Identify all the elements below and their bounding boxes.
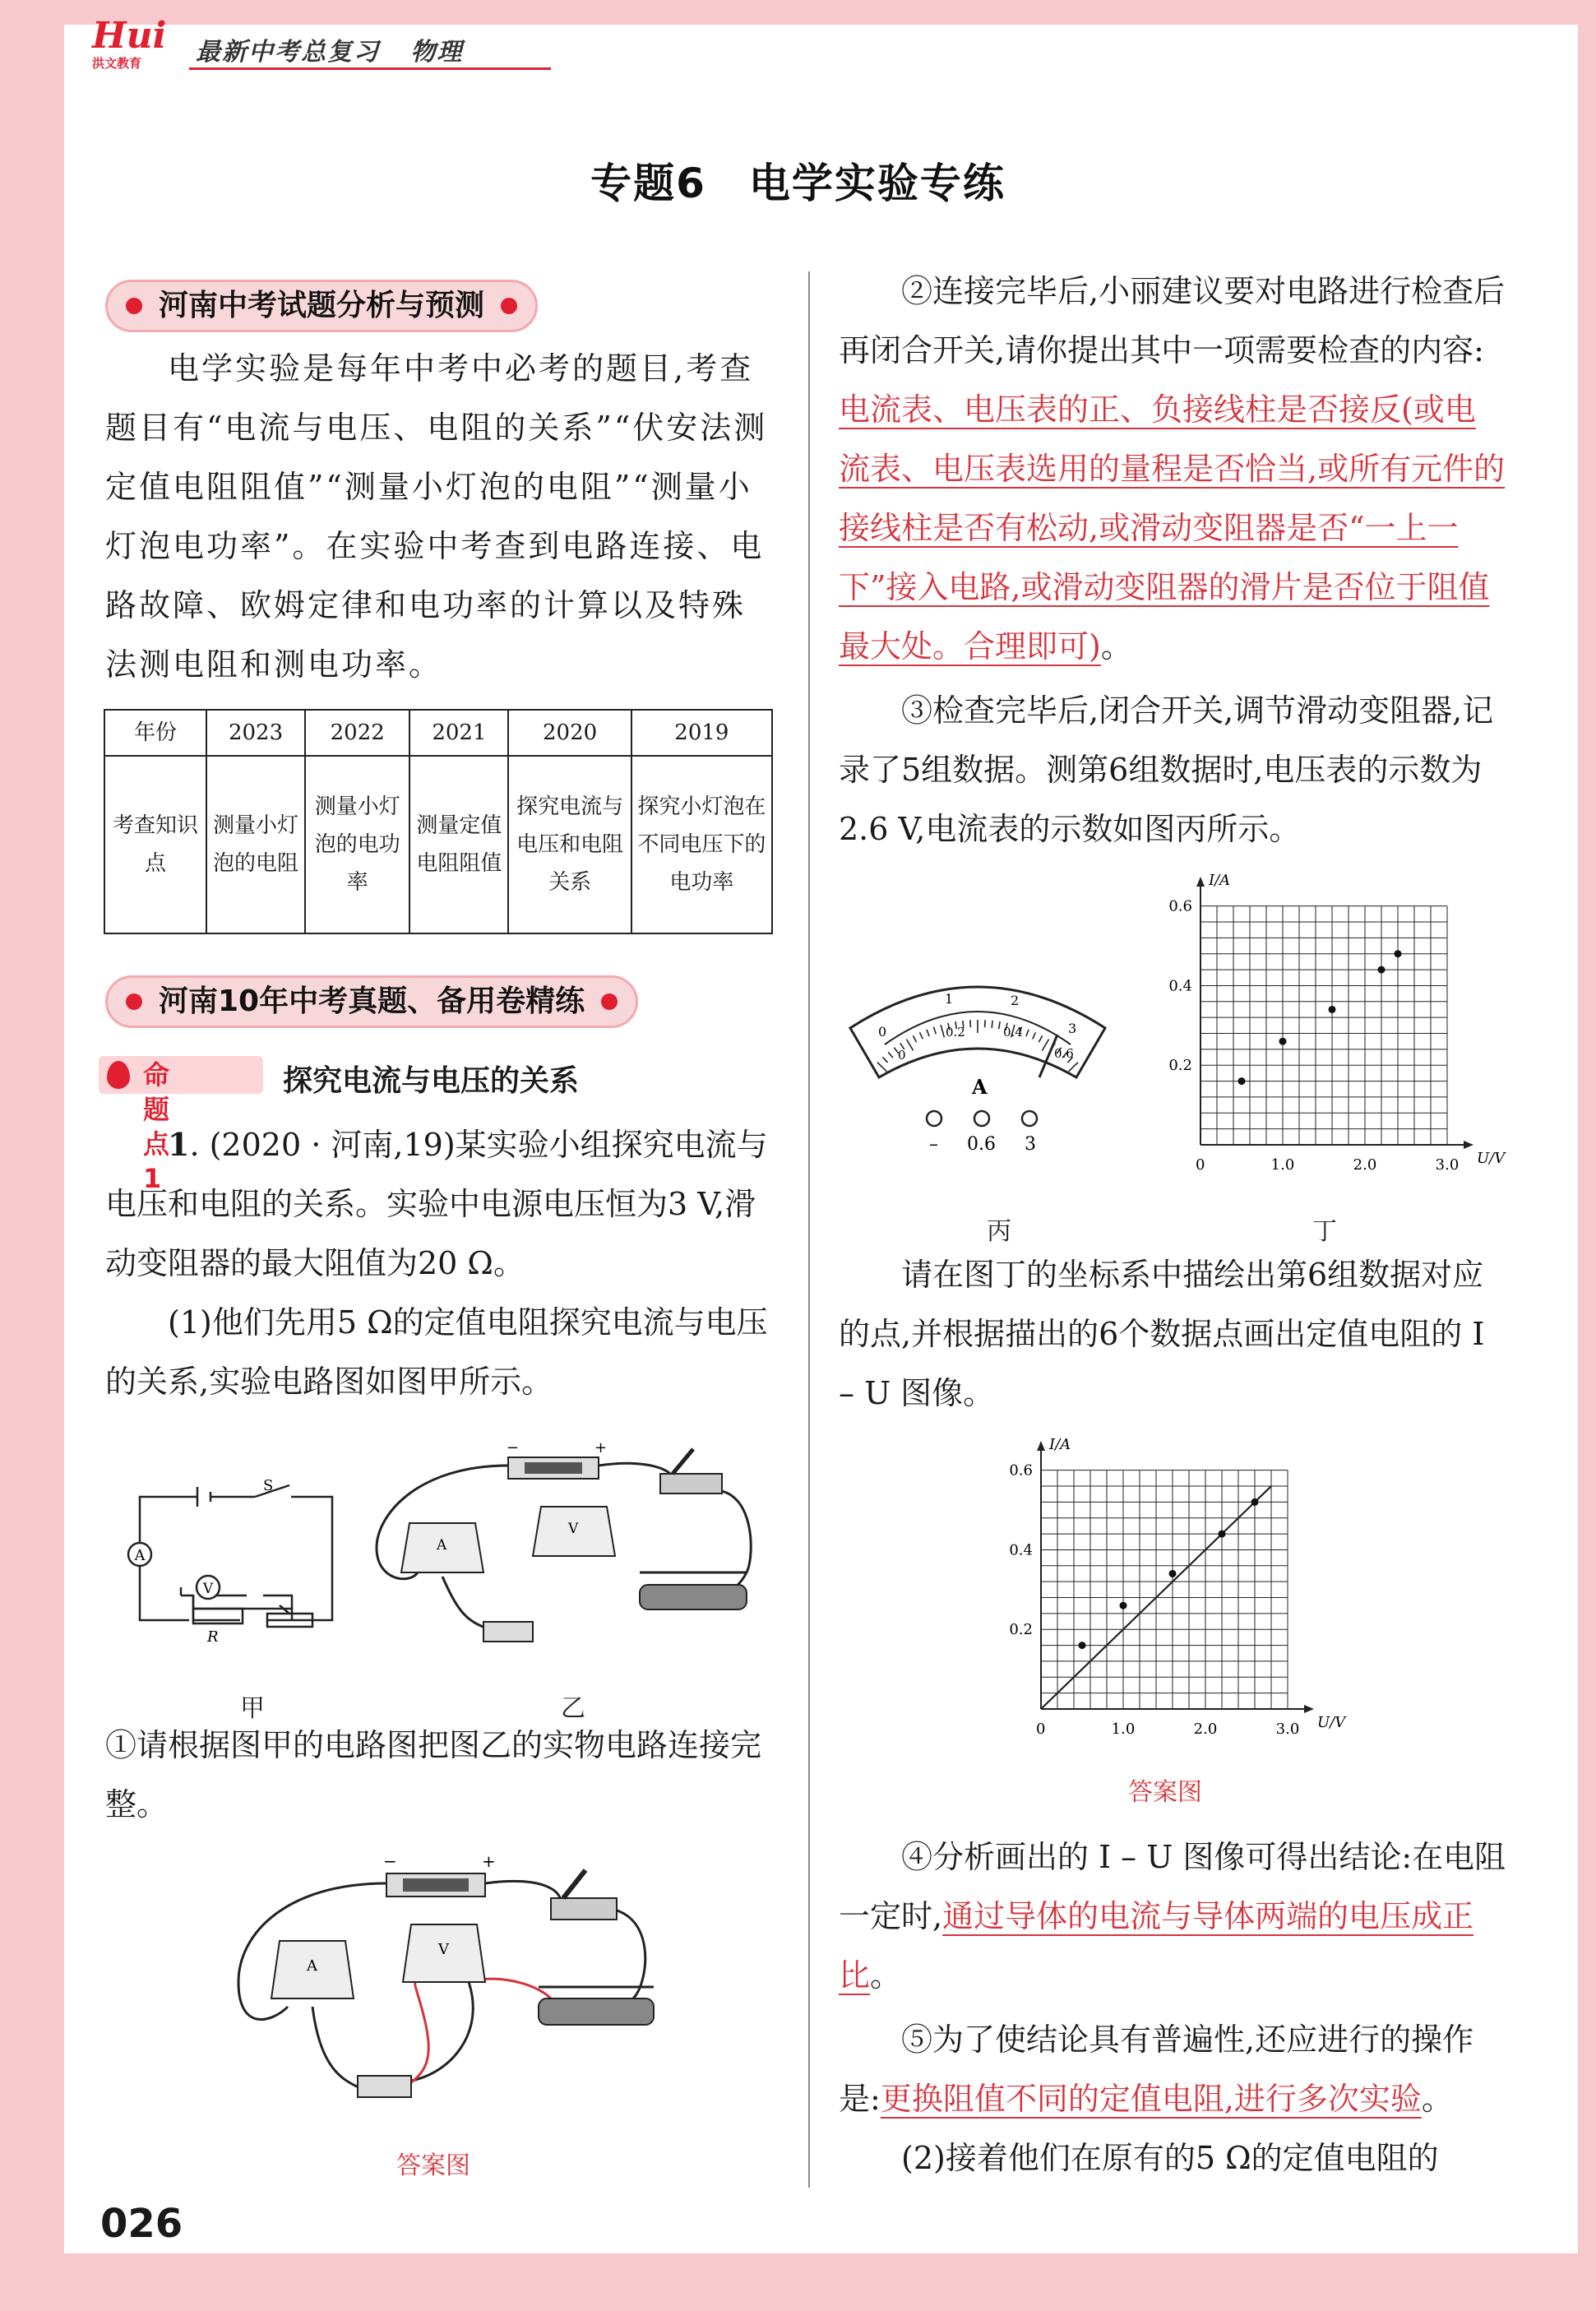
answer-graph-caption: 答案图 bbox=[1128, 1778, 1202, 1807]
data-point bbox=[1395, 950, 1402, 957]
step3b-text: 请在图丁的坐标系中描绘出第6组数据对应的点,并根据描出的6个数据点画出定值电阻的 I – U 图像。 bbox=[839, 1257, 1485, 1411]
data-point bbox=[1169, 1570, 1177, 1577]
y-tick-label: 0.4 bbox=[1168, 977, 1192, 995]
section-pill-practice bbox=[105, 975, 638, 1028]
intro-paragraph: 电学实验是每年中考中必考的题目,考查题目有“电流与电压、电阻的关系”“伏安法测定值电阻阻值”“测量小灯泡的电阻”“测量小灯泡电功率”。在实验中考查到电路连接、电路故障、欧姆定律和电功率的计算以及特殊法测电阻和测电功率。 bbox=[105, 350, 768, 683]
data-point bbox=[1120, 1602, 1127, 1609]
page-frame-right bbox=[1578, 0, 1596, 2311]
page-frame-bottom bbox=[0, 2253, 1596, 2311]
figure-caption-yi: 乙 bbox=[561, 1694, 585, 1723]
resistor-device bbox=[483, 1622, 533, 1642]
figure-caption-bing: 丙 bbox=[987, 1217, 1011, 1246]
dial-scale-top: 2 bbox=[1011, 993, 1020, 1008]
table-cell: 测量定值电阻阻值 bbox=[409, 756, 508, 933]
terminal-icon bbox=[927, 1111, 941, 1126]
pill-dot-icon bbox=[126, 298, 142, 314]
x-tick-label: 2.0 bbox=[1353, 1156, 1377, 1174]
chart-grid bbox=[1200, 906, 1447, 1145]
terminal-label: 3 bbox=[1025, 1134, 1036, 1155]
dial-scale-bottom: 0.4 bbox=[1003, 1025, 1023, 1040]
part1-text: (1)他们先用5 Ω的定值电阻探究电流与电压的关系,实验电路图如图甲所示。 bbox=[105, 1304, 768, 1400]
table-header-cell: 2021 bbox=[409, 710, 508, 756]
x-tick-label: 1.0 bbox=[1111, 1721, 1136, 1738]
data-point bbox=[1079, 1642, 1086, 1649]
step2-text bbox=[839, 262, 1506, 676]
answer-circuit-figure bbox=[222, 1842, 691, 2138]
y-axis-label: I/A bbox=[1049, 1436, 1071, 1453]
x-tick-label: 2.0 bbox=[1193, 1721, 1218, 1738]
dial-scale-top: 1 bbox=[945, 991, 954, 1007]
resistor-symbol-label: R bbox=[207, 1628, 219, 1646]
x-axis-label: U/V bbox=[1317, 1714, 1346, 1731]
ammeter-device-label: A bbox=[307, 1957, 317, 1975]
point-badge-text: 命题点1 bbox=[143, 1059, 170, 1194]
step4-answer: 通过导体的电流与导体两端的电压成正比 bbox=[839, 1898, 1474, 1994]
part2-text: (2)接着他们在原有的5 Ω的定值电阻的 bbox=[901, 2140, 1439, 2176]
running-header bbox=[196, 31, 463, 67]
physical-circuit-yi bbox=[368, 1441, 771, 1663]
switch-lever bbox=[563, 1870, 585, 1898]
battery-minus-label: − bbox=[507, 1439, 520, 1457]
table-row-label: 考查知识点 bbox=[104, 756, 206, 933]
ammeter-dial-bing bbox=[842, 954, 1113, 1160]
step4-prompt: ④分析画出的 I – U 图像可得出结论:在电阻一定时, bbox=[839, 1839, 1506, 1934]
ammeter-device-label: A bbox=[437, 1537, 447, 1554]
pill-dot-icon bbox=[501, 298, 517, 314]
question-stem-text: . (2020 · 河南,19)某实验小组探究电流与电压和电阻的关系。实验中电源电压恒为3 V,滑动变阻器的最大阻值为20 Ω。 bbox=[105, 1127, 768, 1281]
step5-text bbox=[839, 2010, 1506, 2128]
step2-prompt: ②连接完毕后,小丽建议要对电路进行检查后再闭合开关,请你提出其中一项需要检查的内容: bbox=[839, 273, 1506, 368]
voltmeter-device-label: V bbox=[438, 1941, 449, 1958]
step1-text: ①请根据图甲的电路图把图乙的实物电路连接完整。 bbox=[105, 1727, 762, 1822]
voltmeter-symbol-label: V bbox=[202, 1581, 214, 1597]
step5-prompt: ⑤为了使结论具有普遍性,还应进行的操作是: bbox=[839, 2022, 1474, 2117]
y-tick-label: 0.6 bbox=[1168, 897, 1192, 915]
table-cell: 测量小灯泡的电功率 bbox=[305, 756, 409, 933]
step4-end: 。 bbox=[870, 1957, 902, 1994]
pill-dot-icon bbox=[601, 993, 618, 1010]
battery-cells bbox=[525, 1462, 582, 1474]
switch-device bbox=[660, 1474, 722, 1494]
origin-label: 0 bbox=[1196, 1156, 1205, 1174]
header-rule bbox=[189, 67, 551, 70]
dial-scale-bottom: 0.2 bbox=[946, 1025, 965, 1040]
table-header-cell: 2019 bbox=[631, 710, 772, 756]
question-stem bbox=[105, 1115, 771, 1293]
section-pill-analysis bbox=[105, 280, 538, 332]
switch-device bbox=[551, 1898, 617, 1920]
question-number: 1 bbox=[168, 1126, 190, 1163]
rheostat-device bbox=[539, 1998, 654, 2025]
switch-lever bbox=[673, 1449, 693, 1474]
terminal-label: 0.6 bbox=[967, 1134, 996, 1155]
drop-icon bbox=[107, 1061, 130, 1089]
voltmeter-device-label: V bbox=[568, 1521, 579, 1537]
iu-graph-ding bbox=[1159, 873, 1505, 1186]
answer-wire-red bbox=[411, 1986, 428, 2082]
switch-symbol-label: S bbox=[263, 1477, 274, 1494]
step5-answer: 更换阻值不同的定值电阻,进行多次实验 bbox=[880, 2081, 1422, 2117]
y-tick-label: 0.2 bbox=[1009, 1621, 1033, 1639]
table-header-cell: 2020 bbox=[508, 710, 631, 756]
battery-cells bbox=[403, 1878, 469, 1892]
step2-end: 。 bbox=[1100, 628, 1132, 665]
table-cell: 探究小灯泡在不同电压下的电功率 bbox=[631, 756, 772, 933]
x-axis-arrow-icon bbox=[1464, 1141, 1473, 1149]
battery-minus-label: − bbox=[383, 1851, 397, 1871]
section-pill-label: 河南中考试题分析与预测 bbox=[159, 289, 485, 322]
x-tick-label: 1.0 bbox=[1270, 1156, 1295, 1174]
y-axis-label: I/A bbox=[1209, 872, 1231, 889]
table-cell: 测量小灯泡的电阻 bbox=[206, 756, 305, 933]
logo-main: Hui bbox=[92, 15, 167, 57]
data-point bbox=[1238, 1077, 1246, 1085]
dial-scale-top: 0 bbox=[878, 1024, 887, 1040]
terminal-icon bbox=[1022, 1111, 1037, 1126]
x-tick-label: 3.0 bbox=[1435, 1156, 1460, 1174]
x-tick-label: 3.0 bbox=[1275, 1721, 1300, 1738]
resistor-device bbox=[358, 2076, 411, 2097]
rheostat-device bbox=[640, 1585, 747, 1609]
terminal-label: – bbox=[929, 1134, 938, 1155]
battery-plus-label: + bbox=[482, 1851, 496, 1871]
pill-dot-icon bbox=[126, 993, 142, 1010]
data-point bbox=[1329, 1006, 1336, 1013]
step5-end: 。 bbox=[1421, 2081, 1453, 2117]
data-point bbox=[1251, 1498, 1259, 1506]
page-frame-left bbox=[0, 0, 64, 2311]
dial-scale-bottom: 0.6 bbox=[1054, 1046, 1074, 1061]
header-subject: 物理 bbox=[410, 38, 464, 67]
table-header-row bbox=[104, 710, 772, 756]
y-axis-arrow-icon bbox=[1037, 1441, 1045, 1451]
dial-letter: A bbox=[972, 1075, 988, 1099]
point-title: 探究电流与电压的关系 bbox=[283, 1064, 580, 1098]
exam-topics-table bbox=[104, 709, 773, 934]
y-tick-label: 0.4 bbox=[1009, 1541, 1033, 1559]
data-point bbox=[1378, 966, 1386, 974]
x-axis-label: U/V bbox=[1477, 1150, 1506, 1167]
table-header-cell: 2023 bbox=[206, 710, 305, 756]
y-axis-arrow-icon bbox=[1196, 877, 1205, 887]
y-tick-label: 0.6 bbox=[1009, 1461, 1033, 1480]
terminal-icon bbox=[974, 1111, 989, 1126]
table-header-cell: 2022 bbox=[305, 710, 409, 756]
dial-scale-top: 3 bbox=[1068, 1021, 1077, 1036]
publisher-logo bbox=[92, 15, 181, 71]
answer-iu-graph bbox=[1000, 1438, 1345, 1750]
logo-sub: 洪文教育 bbox=[92, 56, 142, 71]
dial-scale-bottom: 0 bbox=[898, 1048, 906, 1063]
page-frame-top bbox=[0, 0, 1596, 25]
ammeter-symbol-label: A bbox=[134, 1547, 146, 1564]
origin-label: 0 bbox=[1036, 1721, 1046, 1738]
table-cell: 探究电流与电压和电阻关系 bbox=[508, 756, 631, 933]
answer-figure-caption: 答案图 bbox=[396, 2151, 470, 2180]
figure-caption-ding: 丁 bbox=[1312, 1217, 1337, 1246]
circuit-diagram-jia bbox=[115, 1477, 354, 1646]
page-number: 026 bbox=[100, 2201, 183, 2247]
step4-text bbox=[839, 1827, 1506, 2005]
y-tick-label: 0.2 bbox=[1168, 1057, 1192, 1075]
step2-answer: 电流表、电压表的正、负接线柱是否接反(或电流表、电压表选用的量程是否恰当,或所有元件的接线柱是否有松动,或滑动变阻器是否“一上一下”接入电路,或滑动变阻器的滑片是否位于阻值最大处。合理即可) bbox=[839, 391, 1506, 665]
step3-text: ③检查完毕后,闭合开关,调节滑动变阻器,记录了5组数据。测第6组数据时,电压表的示数为2.6 V,电流表的示数如图丙所示。 bbox=[839, 692, 1494, 847]
data-point bbox=[1219, 1531, 1226, 1538]
x-axis-arrow-icon bbox=[1304, 1705, 1314, 1713]
data-point bbox=[1279, 1038, 1287, 1045]
figure-caption-jia: 甲 bbox=[240, 1694, 265, 1723]
column-divider bbox=[808, 271, 810, 2188]
page-title: 专题6 电学实验专练 bbox=[590, 160, 1006, 207]
table-row bbox=[104, 756, 772, 933]
table-header-cell: 年份 bbox=[104, 710, 206, 756]
section-pill-label: 河南10年中考真题、备用卷精练 bbox=[159, 984, 585, 1018]
header-series: 最新中考总复习 bbox=[196, 38, 380, 67]
battery-plus-label: + bbox=[594, 1439, 608, 1457]
